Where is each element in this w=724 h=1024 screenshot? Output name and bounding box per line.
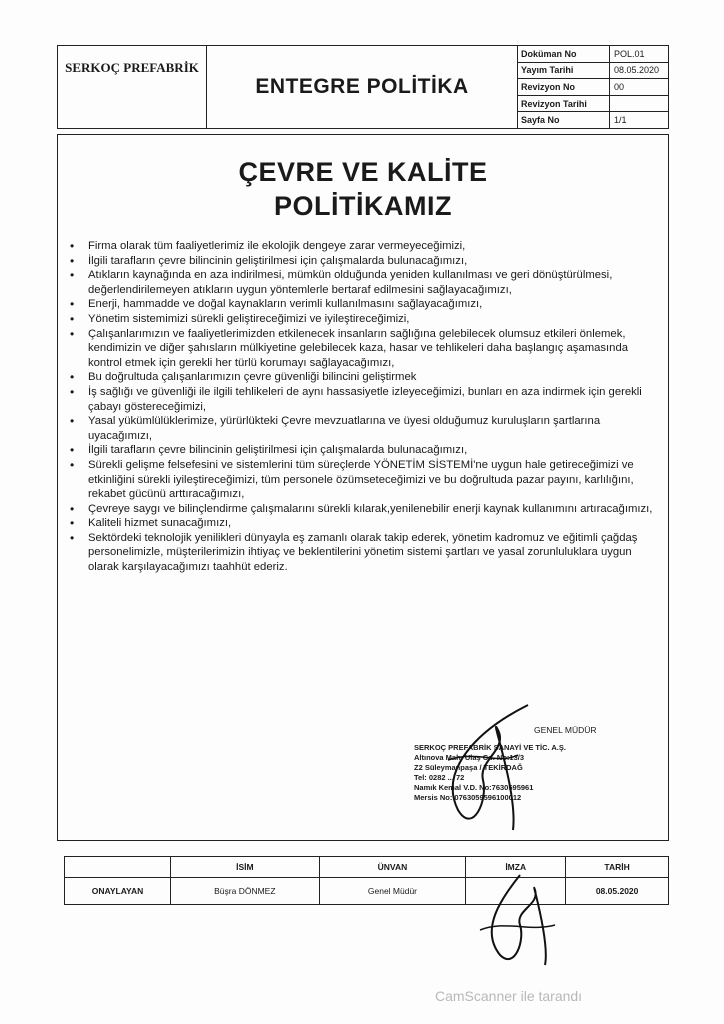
- policy-item: • İlgili tarafların çevre bilincinin geliştirilmesi için çalışmalarda bulunacağımızı,: [64, 254, 660, 269]
- policy-item: • Sürekli gelişme felsefesini ve sistemlerini tüm süreçlerde YÖNETİM SİSTEMİ'ne uygun hale getireceğimizi ve etkinliğini sürekli iyileştireceğimizi, tüm personele özümseteceğimizi ve bu doğrultuda pazar payını, karlılığını, rekabet gücünü arttıracağımızı,: [64, 458, 660, 502]
- meta-label: Revizyon No: [518, 79, 610, 95]
- approval-header-empty: [65, 857, 171, 878]
- stamp-line: Mersis No: 0763059596100012: [414, 793, 522, 802]
- policy-item: • Enerji, hammadde ve doğal kaynakların verimli kullanılmasını sağlayacağımızı,: [64, 297, 660, 312]
- approval-table: [64, 856, 669, 905]
- policy-item: • Kaliteli hizmet sunacağımızı,: [64, 516, 660, 531]
- handwritten-signature: [418, 690, 538, 840]
- policy-item: • Yönetim sistemimizi sürekli geliştireceğimizi ve iyileştireceğimizi,: [64, 312, 660, 327]
- document-title: ENTEGRE POLİTİKA: [207, 46, 518, 128]
- policy-title: [58, 155, 668, 223]
- policy-box: [57, 134, 669, 841]
- policy-title-line2: POLİTİKAMIZ: [274, 191, 452, 221]
- meta-row-revision-no: [518, 79, 668, 96]
- policy-item: • Firma olarak tüm faaliyetlerimiz ile ekolojik dengeye zarar vermeyeceğimizi,: [64, 239, 660, 254]
- policy-item: • Çalışanlarımızın ve faaliyetlerimizden etkilenecek insanların sağlığına gelebilecek olumsuz etkileri önlemek, kendimizin ve diğer şahısların mülkiyetine gelebilecek kaza, hasar ve tehlikeleri daha başlangıç aşamasında kontrol etmek için gerekli her türlü korumayı sağlayacağımızı,: [64, 327, 660, 371]
- policy-list: [64, 239, 660, 575]
- policy-item: • Atıkların kaynağında en aza indirilmesi, mümkün olduğunda yeniden kullanılması ve geri dönüştürülmesi, değerlendirilemeyen atıkların uygun yöntemlerle bertaraf edilmesini sağlayacağımızı,: [64, 268, 660, 297]
- approval-header-name: İSİM: [170, 857, 319, 878]
- company-name: SERKOÇ PREFABRİK: [58, 46, 207, 128]
- approval-header-title: ÜNVAN: [319, 857, 466, 878]
- policy-title-line1: ÇEVRE VE KALİTE: [238, 157, 488, 187]
- scanner-watermark: CamScanner ile tarandı: [435, 988, 583, 1004]
- general-manager-label: GENEL MÜDÜR: [534, 725, 597, 735]
- approval-header-date: TARİH: [566, 857, 669, 878]
- meta-label: Sayfa No: [518, 112, 610, 128]
- stamp-line: Altınova Mah. Ulaş Cd. No:13/3: [414, 753, 525, 762]
- meta-row-doc-no: [518, 46, 668, 63]
- meta-label: Doküman No: [518, 46, 610, 62]
- meta-value: [610, 96, 668, 112]
- meta-row-page-no: [518, 112, 668, 128]
- meta-value: 1/1: [614, 115, 627, 126]
- policy-item: • İş sağlığı ve güvenliği ile ilgili tehlikeleri de aynı hassasiyetle izleyeceğimizi, bunları en aza indirmek için gerekli çabayı göstereceğimizi,: [64, 385, 660, 414]
- meta-row-revision-date: [518, 96, 668, 113]
- approval-header-signature: İMZA: [466, 857, 566, 878]
- meta-value: POL.01: [614, 48, 645, 59]
- approval-title: Genel Müdür: [319, 878, 466, 905]
- stamp-line: SERKOÇ PREFABRİK SANAYİ VE TİC. A.Ş.: [414, 743, 566, 752]
- policy-item: • İlgili tarafların çevre bilincinin geliştirilmesi için çalışmalarda bulunacağımızı,: [64, 443, 660, 458]
- approval-row: [65, 878, 669, 905]
- stamp-line: Namık Kemal V.D. No:7630595961: [414, 783, 534, 792]
- approval-signature: [470, 870, 560, 970]
- approval-header-row: [65, 857, 669, 878]
- meta-row-publish-date: [518, 63, 668, 80]
- meta-value: 08.05.2020: [614, 65, 660, 76]
- document-header: [57, 45, 669, 129]
- document-meta-table: [518, 46, 668, 128]
- meta-label: Yayım Tarihi: [518, 63, 610, 79]
- policy-item: • Çevreye saygı ve bilinçlendirme çalışmalarını sürekli kılarak,yenilenebilir enerji kaynak kullanımını artıracağımızı,: [64, 502, 660, 517]
- stamp-line: Z2 Süleymanpaşa / TEKİRDAĞ: [414, 763, 523, 772]
- meta-label: Revizyon Tarihi: [518, 96, 610, 112]
- policy-item: • Bu doğrultuda çalışanlarımızın çevre güvenliği bilincini geliştirmek: [64, 370, 660, 385]
- meta-value: 00: [614, 81, 625, 92]
- policy-item: • Sektördeki teknolojik yenilikleri dünyayla eş zamanlı olarak takip ederek, yönetim kadromuz ve eğitimli çağdaş personelimizle, müşterilerimizin ihtiyaç ve beklentilerini yönetim sistemi şartları ve yasal zorunluluklara uygun olarak karşılayacağımızı taahhüt ederiz.: [64, 531, 660, 575]
- approval-role: ONAYLAYAN: [65, 878, 171, 905]
- policy-item: • Yasal yükümlülüklerimize, yürürlükteki Çevre mevzuatlarına ve üyesi olduğumuz kuruluşların şartlarına uyacağımızı,: [64, 414, 660, 443]
- stamp-line: Tel: 0282 ... 72: [414, 773, 465, 782]
- approval-date: 08.05.2020: [566, 878, 669, 905]
- approval-name: Büşra DÖNMEZ: [170, 878, 319, 905]
